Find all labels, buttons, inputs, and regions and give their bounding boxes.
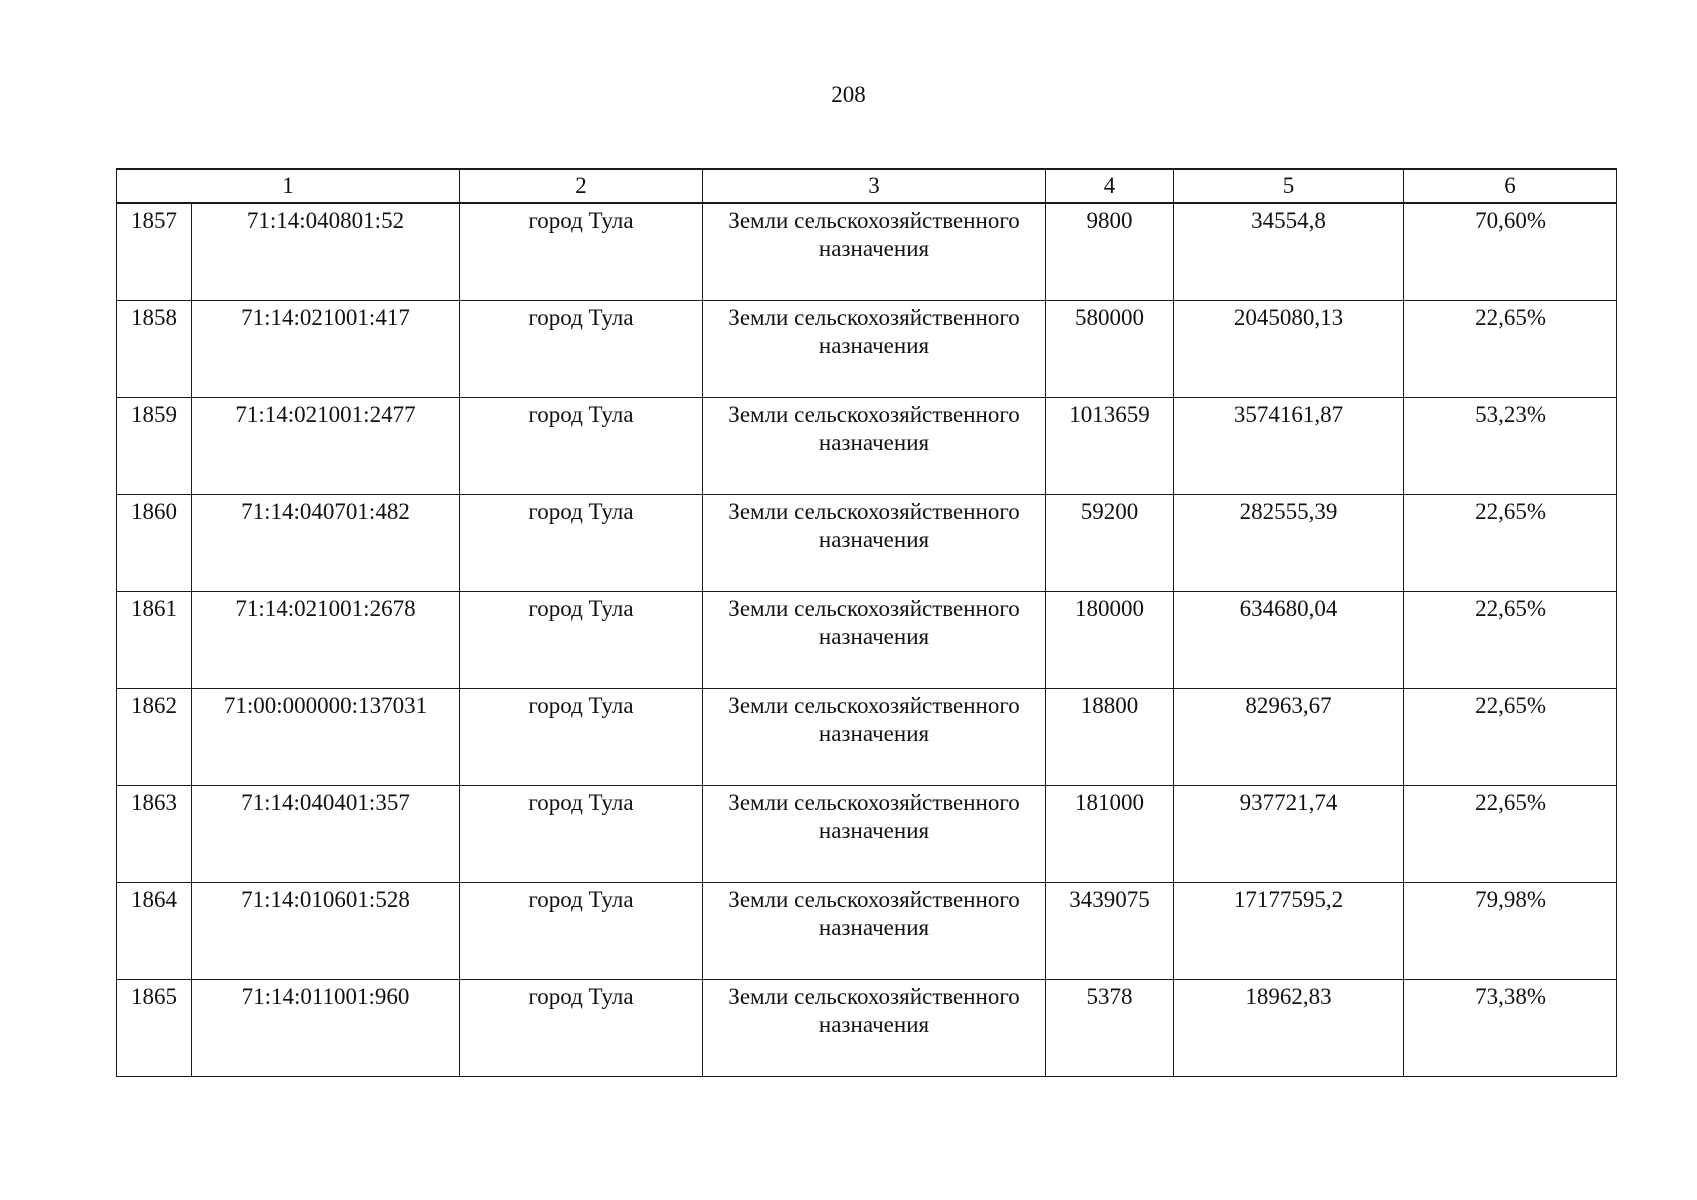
location-cell: город Тула: [460, 203, 703, 301]
column-header-6: 6: [1404, 169, 1617, 203]
cadastral-value-cell: 634680,04: [1174, 592, 1404, 689]
column-header-5: 5: [1174, 169, 1404, 203]
land-category-cell: Земли сельскохозяйственного назначения: [703, 883, 1046, 980]
location-cell: город Тула: [460, 883, 703, 980]
location-cell: город Тула: [460, 301, 703, 398]
column-header-1: 1: [117, 169, 460, 203]
land-category-cell: Земли сельскохозяйственного назначения: [703, 786, 1046, 883]
cadastral-value-cell: 282555,39: [1174, 495, 1404, 592]
percent-cell: 79,98%: [1404, 883, 1617, 980]
area-cell: 3439075: [1046, 883, 1174, 980]
cadastral-value-cell: 18962,83: [1174, 980, 1404, 1077]
percent-cell: 70,60%: [1404, 203, 1617, 301]
percent-cell: 22,65%: [1404, 786, 1617, 883]
area-cell: 9800: [1046, 203, 1174, 301]
column-header-4: 4: [1046, 169, 1174, 203]
table-row: [117, 592, 1617, 689]
cadastral-value-cell: 2045080,13: [1174, 301, 1404, 398]
cadastral-value-cell: 17177595,2: [1174, 883, 1404, 980]
area-cell: 580000: [1046, 301, 1174, 398]
area-cell: 180000: [1046, 592, 1174, 689]
percent-cell: 22,65%: [1404, 301, 1617, 398]
area-cell: 1013659: [1046, 398, 1174, 495]
row-number-cell: 1860: [117, 495, 192, 592]
location-cell: город Тула: [460, 398, 703, 495]
percent-cell: 73,38%: [1404, 980, 1617, 1077]
area-cell: 5378: [1046, 980, 1174, 1077]
cadastral-number-cell: 71:14:040701:482: [192, 495, 460, 592]
land-category-cell: Земли сельскохозяйственного назначения: [703, 592, 1046, 689]
row-number-cell: 1863: [117, 786, 192, 883]
percent-cell: 22,65%: [1404, 689, 1617, 786]
cadastral-number-cell: 71:14:021001:2678: [192, 592, 460, 689]
area-cell: 59200: [1046, 495, 1174, 592]
area-cell: 181000: [1046, 786, 1174, 883]
column-header-3: 3: [703, 169, 1046, 203]
location-cell: город Тула: [460, 786, 703, 883]
cadastral-number-cell: 71:14:040401:357: [192, 786, 460, 883]
page-number: 208: [831, 82, 866, 107]
table-row: [117, 203, 1617, 301]
row-number-cell: 1857: [117, 203, 192, 301]
land-plots-table: [116, 168, 1617, 1077]
land-category-cell: Земли сельскохозяйственного назначения: [703, 203, 1046, 301]
column-header-2: 2: [460, 169, 703, 203]
table-header-row: [117, 169, 1617, 203]
land-category-cell: Земли сельскохозяйственного назначения: [703, 689, 1046, 786]
cadastral-number-cell: 71:14:021001:417: [192, 301, 460, 398]
land-category-cell: Земли сельскохозяйственного назначения: [703, 495, 1046, 592]
location-cell: город Тула: [460, 980, 703, 1077]
row-number-cell: 1864: [117, 883, 192, 980]
cadastral-value-cell: 82963,67: [1174, 689, 1404, 786]
land-category-cell: Земли сельскохозяйственного назначения: [703, 398, 1046, 495]
table-row: [117, 495, 1617, 592]
cadastral-number-cell: 71:14:021001:2477: [192, 398, 460, 495]
table-row: [117, 883, 1617, 980]
table-row: [117, 398, 1617, 495]
row-number-cell: 1858: [117, 301, 192, 398]
row-number-cell: 1862: [117, 689, 192, 786]
cadastral-number-cell: 71:00:000000:137031: [192, 689, 460, 786]
land-category-cell: Земли сельскохозяйственного назначения: [703, 980, 1046, 1077]
location-cell: город Тула: [460, 592, 703, 689]
table-row: [117, 689, 1617, 786]
table-row: [117, 301, 1617, 398]
location-cell: город Тула: [460, 495, 703, 592]
row-number-cell: 1865: [117, 980, 192, 1077]
location-cell: город Тула: [460, 689, 703, 786]
table-row: [117, 980, 1617, 1077]
cadastral-number-cell: 71:14:010601:528: [192, 883, 460, 980]
row-number-cell: 1859: [117, 398, 192, 495]
percent-cell: 53,23%: [1404, 398, 1617, 495]
cadastral-number-cell: 71:14:011001:960: [192, 980, 460, 1077]
area-cell: 18800: [1046, 689, 1174, 786]
cadastral-number-cell: 71:14:040801:52: [192, 203, 460, 301]
land-category-cell: Земли сельскохозяйственного назначения: [703, 301, 1046, 398]
percent-cell: 22,65%: [1404, 592, 1617, 689]
cadastral-value-cell: 937721,74: [1174, 786, 1404, 883]
row-number-cell: 1861: [117, 592, 192, 689]
table-row: [117, 786, 1617, 883]
cadastral-value-cell: 3574161,87: [1174, 398, 1404, 495]
cadastral-value-cell: 34554,8: [1174, 203, 1404, 301]
percent-cell: 22,65%: [1404, 495, 1617, 592]
